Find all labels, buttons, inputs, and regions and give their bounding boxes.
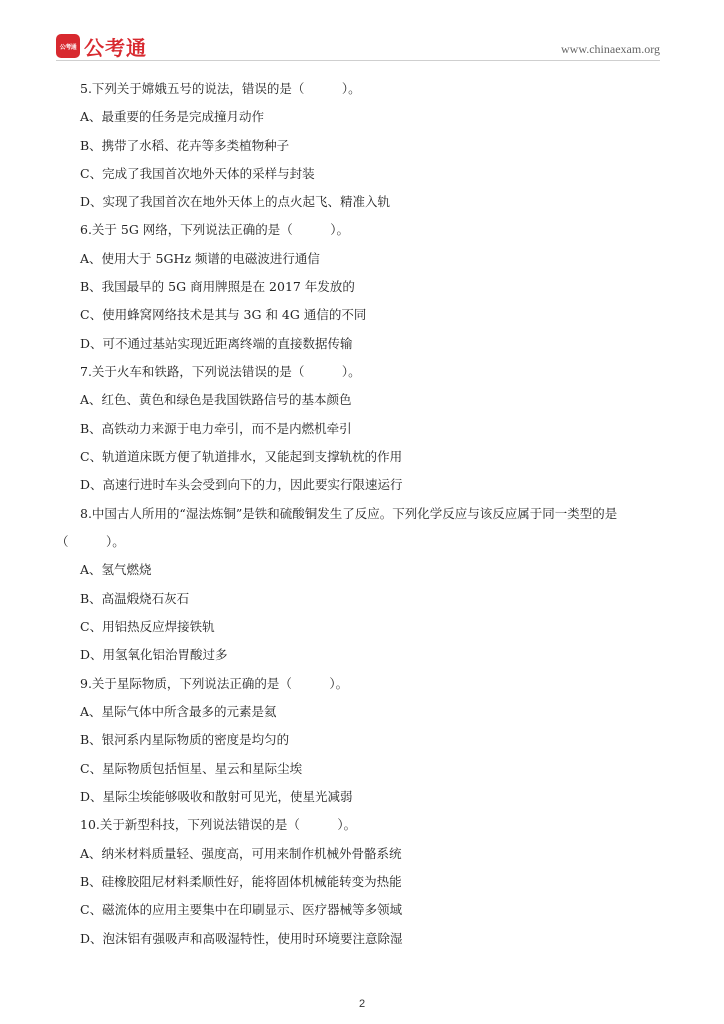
question-9: 9.关于星际物质，下列说法正确的是（ ）。 — [80, 676, 349, 691]
header-divider — [56, 60, 660, 61]
logo-icon: 公考通 — [56, 34, 80, 58]
option-10b: B、硅橡胶阻尼材料柔顺性好，能将固体机械能转变为热能 — [80, 874, 402, 889]
option-9b: B、银河系内星际物质的密度是均匀的 — [80, 732, 290, 747]
option-7d: D、高速行进时车头会受到向下的力，因此要实行限速运行 — [80, 477, 403, 492]
option-7a: A、红色、黄色和绿色是我国铁路信号的基本颜色 — [80, 392, 352, 407]
option-6b: B、我国最早的 5G 商用牌照是在 2017 年发放的 — [80, 279, 355, 294]
page-number: 2 — [358, 998, 366, 1010]
option-9c: C、星际物质包括恒星、星云和星际尘埃 — [80, 761, 303, 776]
option-6d: D、可不通过基站实现近距离终端的直接数据传输 — [80, 336, 353, 351]
question-8: 8.中国古人所用的“湿法炼铜”是铁和硫酸铜发生了反应。下列化学反应与该反应属于同一类型的是 — [80, 506, 618, 521]
option-5b: B、携带了水稻、花卉等多类植物种子 — [80, 138, 290, 153]
question-10: 10.关于新型科技，下列说法错误的是（ ）。 — [80, 817, 357, 832]
option-5a: A、最重要的任务是完成撞月动作 — [80, 109, 265, 124]
logo-text: 公考通 — [84, 36, 147, 60]
question-8-cont: （ ）。 — [56, 534, 125, 549]
page-header — [0, 0, 724, 70]
option-7c: C、轨道道床既方便了轨道排水，又能起到支撑轨枕的作用 — [80, 449, 403, 464]
option-6c: C、使用蜂窝网络技术是其与 3G 和 4G 通信的不同 — [80, 307, 367, 322]
option-8b: B、高温煅烧石灰石 — [80, 591, 190, 606]
option-9a: A、星际气体中所含最多的元素是氦 — [80, 704, 277, 719]
option-5c: C、完成了我国首次地外天体的采样与封装 — [80, 166, 315, 181]
site-url: www.chinaexam.org — [561, 42, 660, 56]
option-5d: D、实现了我国首次在地外天体上的点火起飞、精准入轨 — [80, 194, 391, 209]
option-6a: A、使用大于 5GHz 频谱的电磁波进行通信 — [80, 251, 320, 266]
question-6: 6.关于 5G 网络，下列说法正确的是（ ）。 — [80, 222, 350, 237]
question-7: 7.关于火车和铁路，下列说法错误的是（ ）。 — [80, 364, 361, 379]
option-10d: D、泡沫铝有强吸声和高吸湿特性，使用时环境要注意除湿 — [80, 931, 403, 946]
option-10c: C、磁流体的应用主要集中在印刷显示、医疗器械等多领域 — [80, 902, 403, 917]
option-8d: D、用氢氧化铝治胃酸过多 — [80, 647, 228, 662]
option-7b: B、高铁动力来源于电力牵引，而不是内燃机牵引 — [80, 421, 352, 436]
option-9d: D、星际尘埃能够吸收和散射可见光，使星光减弱 — [80, 789, 353, 804]
option-8c: C、用铝热反应焊接铁轨 — [80, 619, 215, 634]
question-5: 5.下列关于嫦娥五号的说法，错误的是（ ）。 — [80, 81, 361, 96]
option-8a: A、氢气燃烧 — [80, 562, 152, 577]
option-10a: A、纳米材料质量轻、强度高，可用来制作机械外骨骼系统 — [80, 846, 402, 861]
